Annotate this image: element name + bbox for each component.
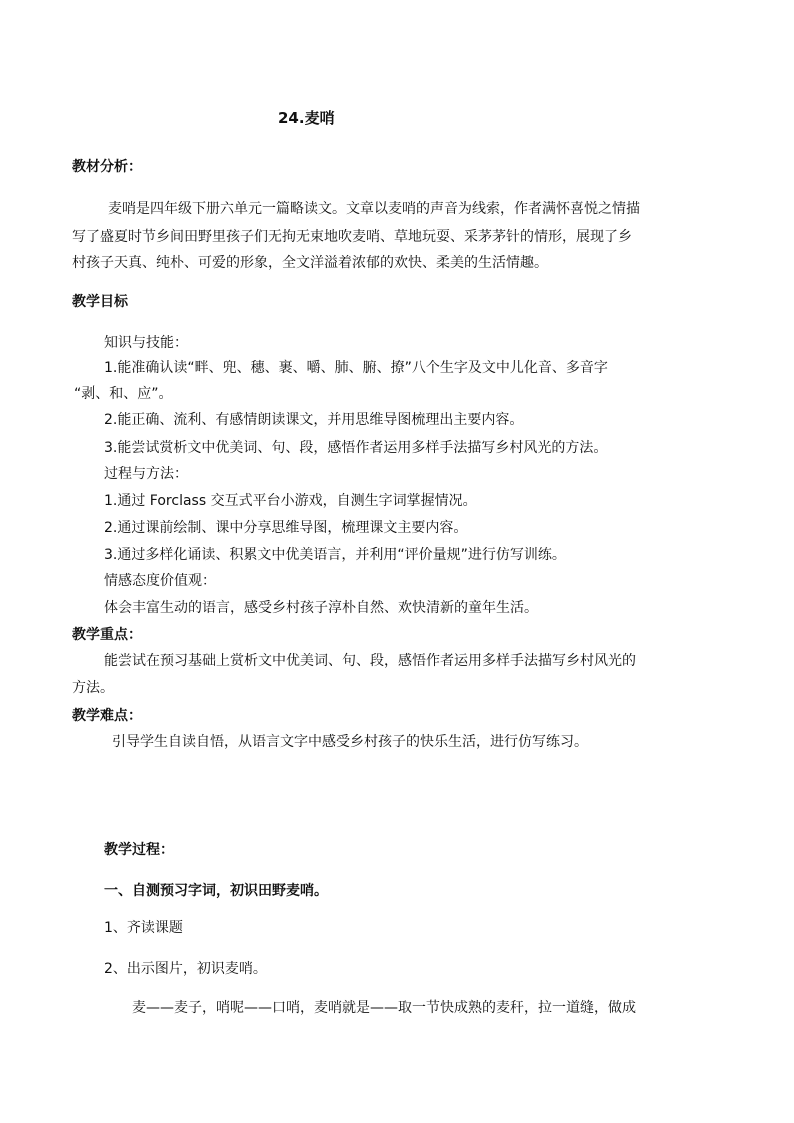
key-points-line-1: 能尝试在预习基础上赏析文中优美词、句、段，感悟作者运用多样手法描写乡村风光的	[104, 653, 636, 669]
process-label: 过程与方法：	[104, 466, 188, 482]
process-step-1: 1、齐读课题	[104, 920, 183, 936]
knowledge-item-3: 3.能尝试赏析文中优美词、句、段，感悟作者运用多样手法描写乡村风光的方法。	[104, 440, 608, 456]
process-heading: 教学过程：	[104, 842, 174, 858]
knowledge-item-1-cont: “剥、和、应”。	[74, 386, 173, 402]
page-title: 24.麦哨	[278, 109, 335, 127]
knowledge-item-1: 1.能准确认读“畔、兜、穗、裹、嚼、肺、腑、撩”八个生字及文中儿化音、多音字	[104, 360, 608, 376]
process-item-2: 2.通过课前绘制、课中分享思维导图，梳理课文主要内容。	[104, 520, 468, 536]
emotion-label: 情感态度价值观：	[104, 573, 216, 589]
process-explain: 麦——麦子，哨呢——口哨，麦哨就是——取一节快成熟的麦秆，拉一道缝，做成	[132, 1000, 636, 1016]
analysis-line-2: 写了盛夏时节乡间田野里孩子们无拘无束地吹麦哨、草地玩耍、采茅茅针的情形，展现了乡	[72, 229, 632, 245]
process-step-2: 2、出示图片，初识麦哨。	[104, 961, 267, 977]
process-item-3: 3.通过多样化诵读、积累文中优美语言，并利用“评价量规”进行仿写训练。	[104, 547, 566, 563]
analysis-heading: 教材分析：	[72, 159, 142, 175]
knowledge-item-2: 2.能正确、流利、有感情朗读课文，并用思维导图梳理出主要内容。	[104, 412, 524, 428]
key-points-line-2: 方法。	[72, 680, 114, 696]
difficulties-text: 引导学生自读自悟，从语言文字中感受乡村孩子的快乐生活，进行仿写练习。	[112, 734, 588, 750]
key-points-heading: 教学重点：	[72, 627, 142, 643]
knowledge-label: 知识与技能：	[104, 335, 188, 351]
process-section-1: 一、自测预习字词，初识田野麦哨。	[104, 883, 328, 899]
analysis-line-3: 村孩子天真、纯朴、可爱的形象，全文洋溢着浓郁的欢快、柔美的生活情趣。	[72, 255, 548, 271]
goals-heading: 教学目标	[72, 294, 128, 310]
process-item-1: 1.通过 Forclass 交互式平台小游戏，自测生字词掌握情况。	[104, 493, 477, 509]
difficulties-heading: 教学难点：	[72, 708, 142, 724]
analysis-line-1: 麦哨是四年级下册六单元一篇略读文。文章以麦哨的声音为线索，作者满怀喜悦之情描	[108, 201, 640, 217]
emotion-text: 体会丰富生动的语言，感受乡村孩子淳朴自然、欢快清新的童年生活。	[104, 600, 538, 616]
